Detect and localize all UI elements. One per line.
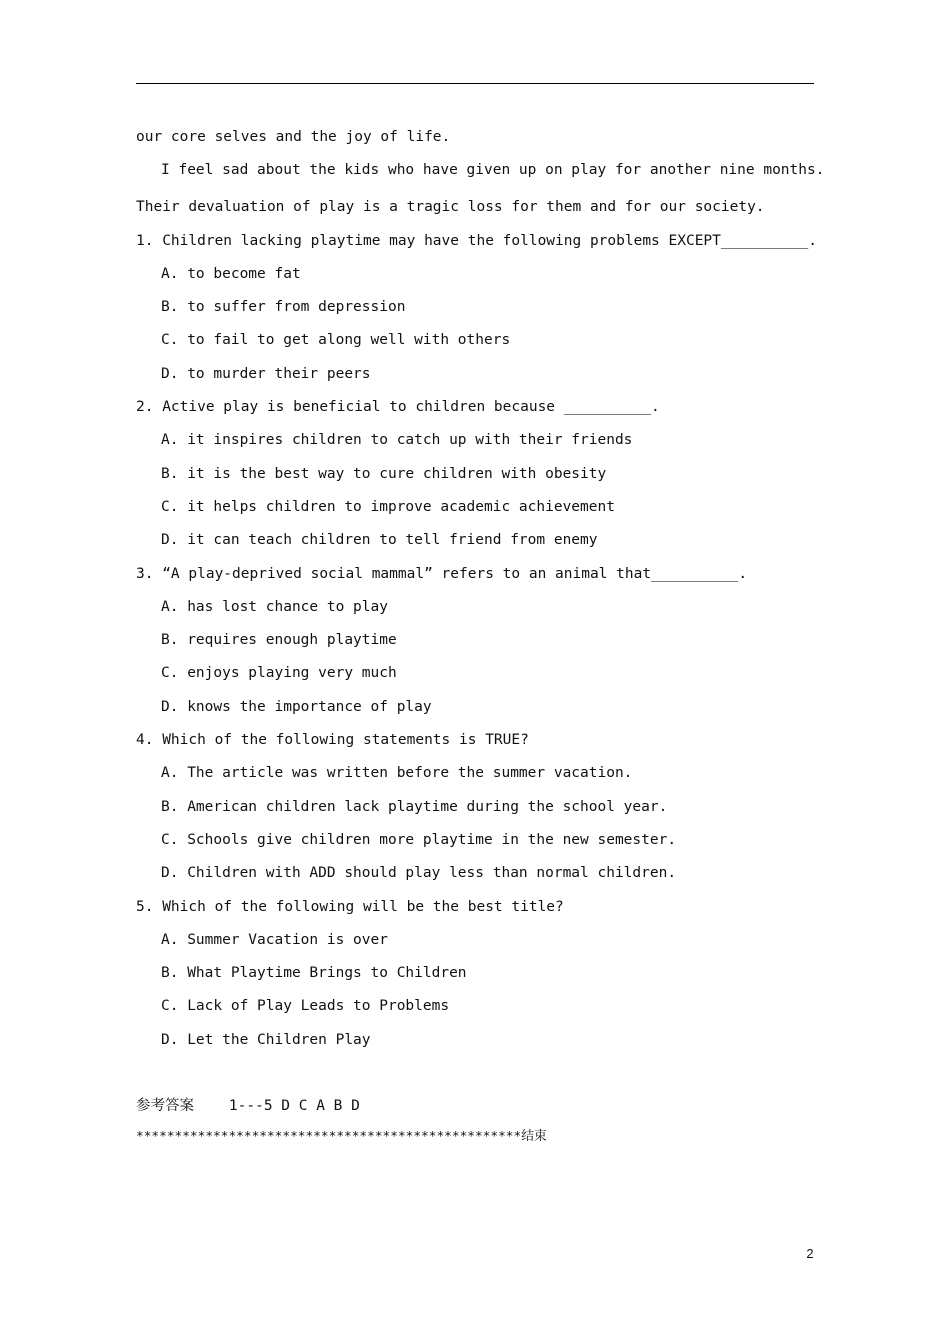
answer-key: 参考答案 1---5 D C A B D: [136, 1098, 360, 1114]
answer-option: A. to become fat: [161, 265, 301, 282]
answer-option: A. it inspires children to catch up with their friends: [161, 432, 633, 449]
question-stem: 4. Which of the following statements is TRUE?: [136, 732, 529, 749]
answer-option: A. Summer Vacation is over: [161, 931, 388, 948]
answer-option: D. knows the importance of play: [161, 698, 432, 715]
question-stem: 2. Active play is beneficial to children because __________.: [136, 399, 660, 416]
answer-option: B. it is the best way to cure children with obesity: [161, 465, 607, 482]
answer-option: C. to fail to get along well with others: [161, 332, 511, 349]
answer-option: A. The article was written before the summer vacation.: [161, 765, 633, 782]
answer-option: C. Lack of Play Leads to Problems: [161, 998, 450, 1015]
page-number: 2: [806, 1246, 814, 1261]
answer-option: D. Children with ADD should play less than normal children.: [161, 865, 677, 882]
answer-option: C. Schools give children more playtime in the new semester.: [161, 831, 677, 848]
answer-option: D. to murder their peers: [161, 365, 371, 382]
question-stem: 5. Which of the following will be the best title?: [136, 898, 564, 915]
answer-option: A. has lost chance to play: [161, 598, 388, 615]
answer-option: C. enjoys playing very much: [161, 665, 397, 682]
answer-option: B. to suffer from depression: [161, 299, 406, 316]
passage-line: I feel sad about the kids who have given up on play for another nine months.: [161, 162, 825, 179]
answer-option: B. What Playtime Brings to Children: [161, 965, 467, 982]
answer-option: C. it helps children to improve academic achievement: [161, 498, 615, 515]
header-rule: [136, 83, 814, 84]
document-body: [136, 124, 826, 1060]
end-marker: **************************************************结束: [136, 1129, 547, 1144]
answer-option: B. requires enough playtime: [161, 632, 397, 649]
passage-line: our core selves and the joy of life.: [136, 129, 451, 145]
answer-option: D. Let the Children Play: [161, 1031, 371, 1048]
answer-option: B. American children lack playtime during the school year.: [161, 798, 668, 815]
question-stem: 3. “A play-deprived social mammal” refers to an animal that__________.: [136, 565, 748, 582]
passage-line: Their devaluation of play is a tragic loss for them and for our society.: [136, 199, 765, 216]
question-stem: 1. Children lacking playtime may have the following problems EXCEPT__________.: [136, 232, 817, 249]
answer-option: D. it can teach children to tell friend from enemy: [161, 532, 598, 549]
